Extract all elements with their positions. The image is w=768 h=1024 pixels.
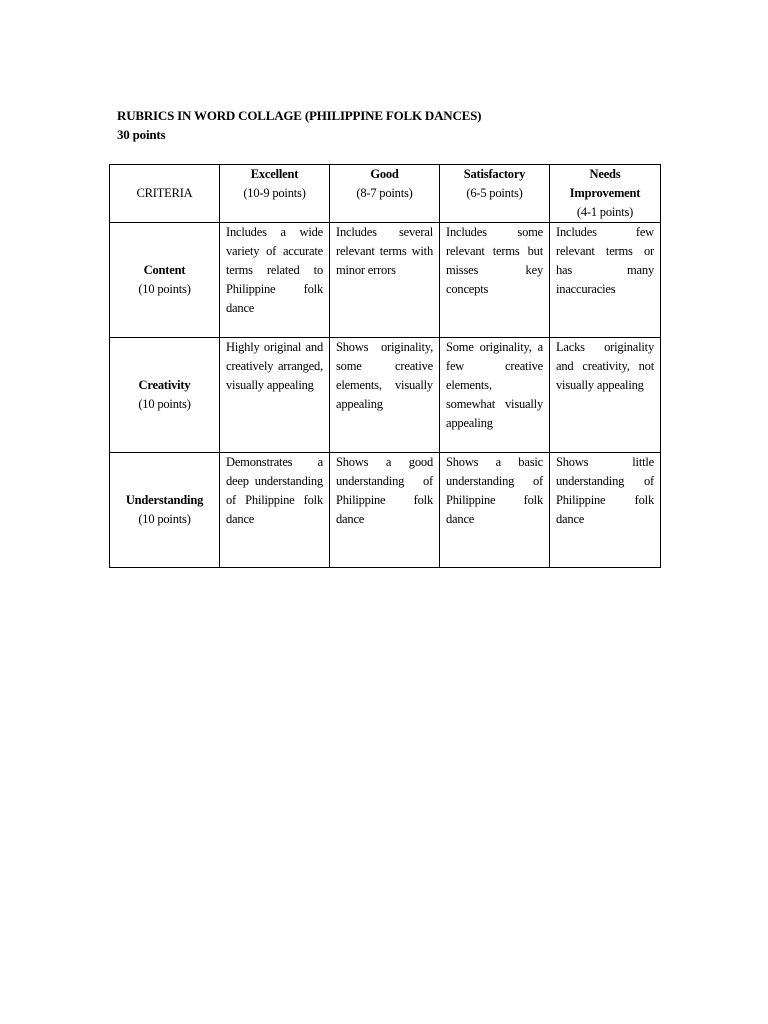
- level-points: (8-7 points): [356, 186, 413, 200]
- document-title: RUBRICS IN WORD COLLAGE (PHILIPPINE FOLK DANCES): [117, 108, 482, 123]
- level-header-excellent: [220, 165, 330, 223]
- criterion-points: (10 points): [138, 397, 191, 411]
- descriptor-cell: Shows originality, some creative elements, visually appealing: [330, 338, 440, 453]
- descriptor-cell: Includes several relevant terms with minor errors: [330, 223, 440, 338]
- criterion-points: (10 points): [138, 282, 191, 296]
- descriptor-cell: Includes a wide variety of accurate terms related to Philippine folk dance: [220, 223, 330, 338]
- level-name: Excellent: [250, 167, 299, 181]
- criterion-cell: [110, 223, 220, 338]
- descriptor-cell: Shows a good understanding of Philippine folk dance: [330, 453, 440, 568]
- descriptor-cell: Includes some relevant terms but misses key concepts: [440, 223, 550, 338]
- level-points: (4-1 points): [576, 205, 634, 219]
- level-points: (6-5 points): [466, 186, 523, 200]
- descriptor-cell: Some originality, a few creative elements, somewhat visually appealing: [440, 338, 550, 453]
- criterion-name: Creativity: [138, 378, 191, 392]
- table-row-understanding: [110, 453, 661, 568]
- criterion-points: (10 points): [138, 512, 191, 526]
- level-header-good: [330, 165, 440, 223]
- criterion-name: Understanding: [125, 493, 204, 507]
- level-header-needs-improvement: [550, 165, 661, 223]
- criterion-cell: [110, 338, 220, 453]
- descriptor-cell: Highly original and creatively arranged, visually appealing: [220, 338, 330, 453]
- criterion-cell: [110, 453, 220, 568]
- criteria-header-label: CRITERIA: [136, 186, 193, 200]
- header-row: [110, 165, 661, 223]
- descriptor-cell: Lacks originality and creativity, not visually appealing: [550, 338, 661, 453]
- descriptor-cell: Shows a basic understanding of Philippine folk dance: [440, 453, 550, 568]
- descriptor-cell: Includes few relevant terms or has many inaccuracies: [550, 223, 661, 338]
- criterion-name: Content: [143, 263, 186, 277]
- criteria-header: [110, 165, 220, 223]
- level-header-satisfactory: [440, 165, 550, 223]
- descriptor-cell: Demonstrates a deep understanding of Philippine folk dance: [220, 453, 330, 568]
- table-row-content: [110, 223, 661, 338]
- table-row-creativity: [110, 338, 661, 453]
- level-name: Satisfactory: [463, 167, 526, 181]
- total-points: 30 points: [117, 127, 166, 142]
- level-points: (10-9 points): [243, 186, 306, 200]
- descriptor-cell: Shows little understanding of Philippine folk dance: [550, 453, 661, 568]
- level-name: Good: [370, 167, 399, 181]
- level-name: Needs Improvement: [569, 167, 641, 200]
- rubric-table: [109, 164, 661, 568]
